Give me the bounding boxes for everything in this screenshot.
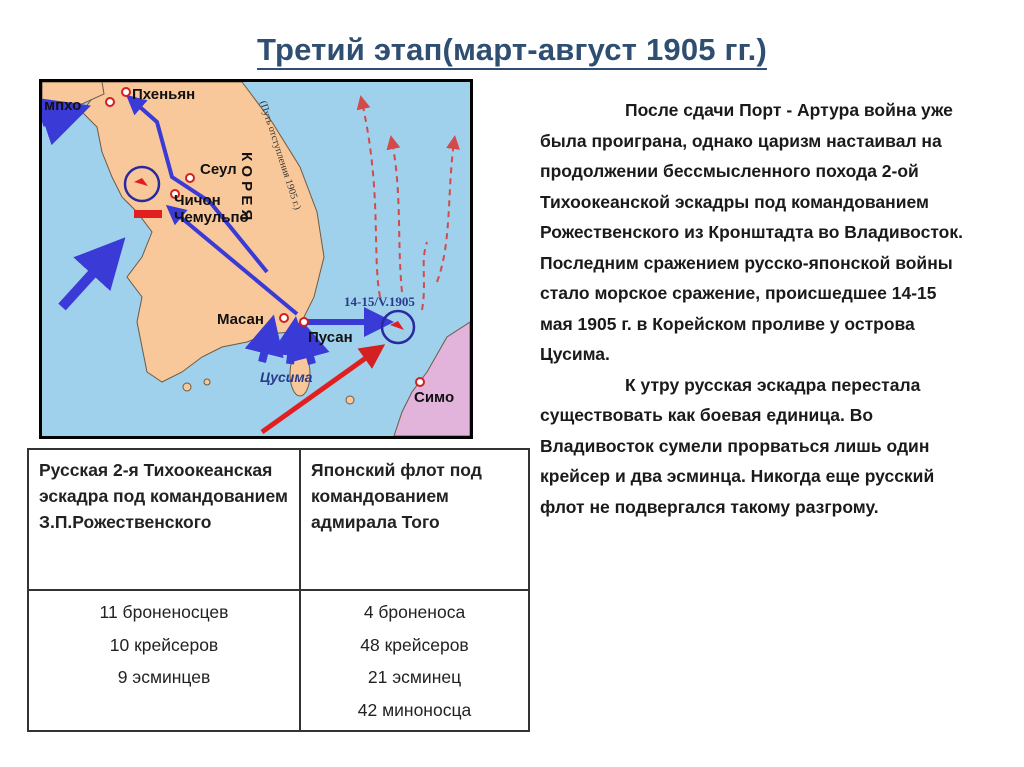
map-label-retreat: (Путь отступления 1905 г.) <box>257 99 303 212</box>
japanese-force-item: 4 броненоса <box>363 602 466 622</box>
body-paragraph-1: После сдачи Порт - Артура война уже была проиграна, однако царизм настаивал на продолжении бессмысленного похода 2-ой Тихоокеанской эскадры под командованием Рожественского из Кронштадта во Владивосток. Последним сражением русско-японской войны стало морское сражение, происшедшее 14-15 мая 1905 г. в Корейском проливе у острова Цусима. <box>540 100 963 364</box>
russian-forces-cell <box>28 590 300 731</box>
city-marker <box>186 174 194 182</box>
russian-force-item: 10 крейсеров <box>109 634 219 655</box>
city-marker <box>122 88 130 96</box>
city-marker <box>106 98 114 106</box>
body-text <box>540 95 970 522</box>
map-label-mpkho: мпхо <box>44 97 82 114</box>
japanese-force-item: 21 эсминец <box>367 667 462 687</box>
body-paragraph-2: К утру русская эскадра перестала существовать как боевая единица. Во Владивосток сумели прорваться лишь один крейсер и два эсминца. Никогда еще русский флот не подвергался такому разгрому. <box>540 374 935 517</box>
table-header-russian: Русская 2-я Тихоокеанская эскадра под командованием З.П.Рожественского <box>28 449 300 590</box>
map-label-korea: К О Р Е Я <box>238 152 255 221</box>
russian-fleet-arrow <box>290 332 294 364</box>
forces-table <box>27 448 530 732</box>
map-label-date: 14-15/V.1905 <box>344 294 415 309</box>
blockade-mark <box>134 210 162 218</box>
city-marker <box>280 314 288 322</box>
island <box>346 396 354 404</box>
slide-title-text: Третий этап(март-август 1905 гг.) <box>257 32 767 70</box>
map-label-pusan: Пусан <box>308 329 353 346</box>
island <box>204 379 210 385</box>
map-label-tsushima: Цусима <box>260 369 313 385</box>
map-label-chichon: Чичон <box>174 192 221 209</box>
map-label-pyongyang: Пхеньян <box>132 86 196 103</box>
japanese-force-item: 42 миноносца <box>357 699 472 720</box>
table-header-row <box>28 449 529 590</box>
russian-force-item: 11 броненосцев <box>99 602 229 622</box>
island <box>183 383 191 391</box>
city-marker <box>416 378 424 386</box>
battle-map <box>39 79 473 439</box>
table-header-japanese: Японский флот под командованием адмирала Того <box>300 449 529 590</box>
map-label-seoul: Сеул <box>200 161 237 178</box>
city-marker <box>300 318 308 326</box>
table-row <box>28 590 529 731</box>
map-label-moji: Симо <box>414 389 455 406</box>
map-label-chemulpo: Чемульпо <box>174 209 249 226</box>
japanese-forces-cell <box>300 590 529 731</box>
slide-title <box>0 32 1024 68</box>
russian-force-item: 9 эсминцев <box>117 667 211 687</box>
map-label-masan: Масан <box>217 311 264 328</box>
japanese-force-item: 48 крейсеров <box>360 634 469 655</box>
